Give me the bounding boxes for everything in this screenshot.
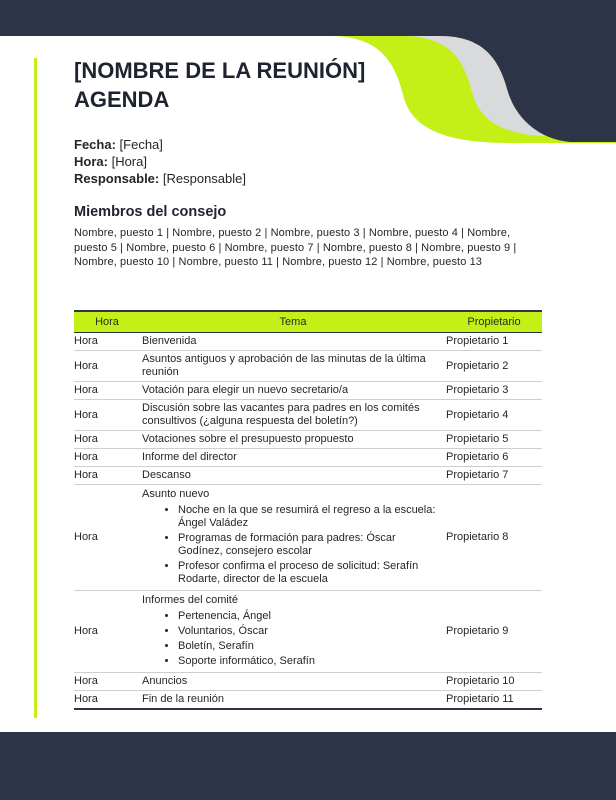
agenda-row (74, 431, 542, 449)
row-propietario: Propietario 9 (446, 591, 542, 673)
row-propietario: Propietario 2 (446, 351, 542, 382)
meeting-meta (74, 136, 246, 187)
row-hora: Hora (74, 691, 140, 710)
fecha-value: [Fecha] (119, 137, 163, 152)
responsable-line (74, 170, 246, 187)
row-bullet-item: • Pertenencia, Ángel (178, 610, 440, 623)
row-hora: Hora (74, 467, 140, 485)
bottom-band (0, 732, 616, 800)
row-tema (140, 485, 446, 591)
row-hora: Hora (74, 351, 140, 382)
row-hora: Hora (74, 382, 140, 400)
agenda-row (74, 333, 542, 351)
agenda-row (74, 691, 542, 710)
row-propietario: Propietario 5 (446, 431, 542, 449)
row-tema: Bienvenida (140, 333, 446, 351)
agenda-row (74, 351, 542, 382)
row-propietario: Propietario 7 (446, 467, 542, 485)
row-bullet-item: • Boletín, Serafín (178, 640, 440, 653)
row-propietario: Propietario 1 (446, 333, 542, 351)
row-hora: Hora (74, 431, 140, 449)
row-tema: Informe del director (140, 449, 446, 467)
hora-line (74, 153, 246, 170)
responsable-label: Responsable: (74, 171, 160, 186)
agenda-row (74, 400, 542, 431)
row-tema: Votaciones sobre el presupuesto propuesto (140, 431, 446, 449)
agenda-table (74, 310, 542, 710)
row-bullet-item: • Profesor confirma el proceso de solicitud: Serafín Rodarte, director de la escuela (178, 560, 440, 586)
meeting-name: [NOMBRE DE LA REUNIÓN] (74, 58, 366, 83)
row-tema (140, 591, 446, 673)
col-header-tema: Tema (140, 311, 446, 333)
row-tema-heading: Asunto nuevo (142, 488, 210, 500)
agenda-header-row (74, 311, 542, 333)
row-bullet-list (142, 610, 440, 668)
row-bullet-item: • Noche en la que se resumirá el regreso a la escuela: Ángel Valádez (178, 504, 440, 530)
row-bullet-list (142, 504, 440, 586)
row-propietario: Propietario 11 (446, 691, 542, 710)
board-heading: Miembros del consejo (74, 204, 227, 220)
row-bullet-item: • Soporte informático, Serafín (178, 655, 440, 668)
row-hora: Hora (74, 485, 140, 591)
row-bullet-item: • Programas de formación para padres: Óscar Godínez, consejero escolar (178, 532, 440, 558)
agenda-row (74, 591, 542, 673)
row-hora: Hora (74, 333, 140, 351)
hora-value: [Hora] (111, 154, 147, 169)
agenda-body (74, 333, 542, 710)
row-tema: Discusión sobre las vacantes para padres en los comités consultivos (¿alguna respuesta del boletín?) (140, 400, 446, 431)
row-tema: Descanso (140, 467, 446, 485)
fecha-line (74, 136, 246, 153)
left-accent-rule (34, 58, 37, 718)
agenda-row (74, 382, 542, 400)
row-hora: Hora (74, 591, 140, 673)
row-hora: Hora (74, 449, 140, 467)
row-tema: Votación para elegir un nuevo secretario/a (140, 382, 446, 400)
row-tema: Asuntos antiguos y aprobación de las minutas de la última reunión (140, 351, 446, 382)
row-tema: Fin de la reunión (140, 691, 446, 710)
board-members: Nombre, puesto 1 | Nombre, puesto 2 | Nombre, puesto 3 | Nombre, puesto 4 | Nombre, puesto 5 | Nombre, puesto 6 | Nombre, puesto 7 | Nombre, puesto 8 | Nombre, puesto 9 | Nombre, puesto 10 | Nombre, puesto 11 | Nombre, puesto 12 | Nombre, puesto 13 (74, 227, 517, 268)
row-tema: Anuncios (140, 673, 446, 691)
col-header-propietario: Propietario (446, 311, 542, 333)
agenda-row (74, 673, 542, 691)
row-propietario: Propietario 8 (446, 485, 542, 591)
row-propietario: Propietario 4 (446, 400, 542, 431)
row-hora: Hora (74, 400, 140, 431)
row-propietario: Propietario 3 (446, 382, 542, 400)
row-tema-heading: Informes del comité (142, 594, 238, 606)
row-propietario: Propietario 10 (446, 673, 542, 691)
agenda-row (74, 485, 542, 591)
page-title (74, 56, 365, 114)
agenda-row (74, 449, 542, 467)
fecha-label: Fecha: (74, 137, 116, 152)
agenda-row (74, 467, 542, 485)
agenda-heading: AGENDA (74, 87, 170, 112)
hora-label: Hora: (74, 154, 108, 169)
row-hora: Hora (74, 673, 140, 691)
responsable-value: [Responsable] (162, 171, 246, 186)
row-propietario: Propietario 6 (446, 449, 542, 467)
row-bullet-item: • Voluntarios, Óscar (178, 625, 440, 638)
col-header-hora: Hora (74, 311, 140, 333)
